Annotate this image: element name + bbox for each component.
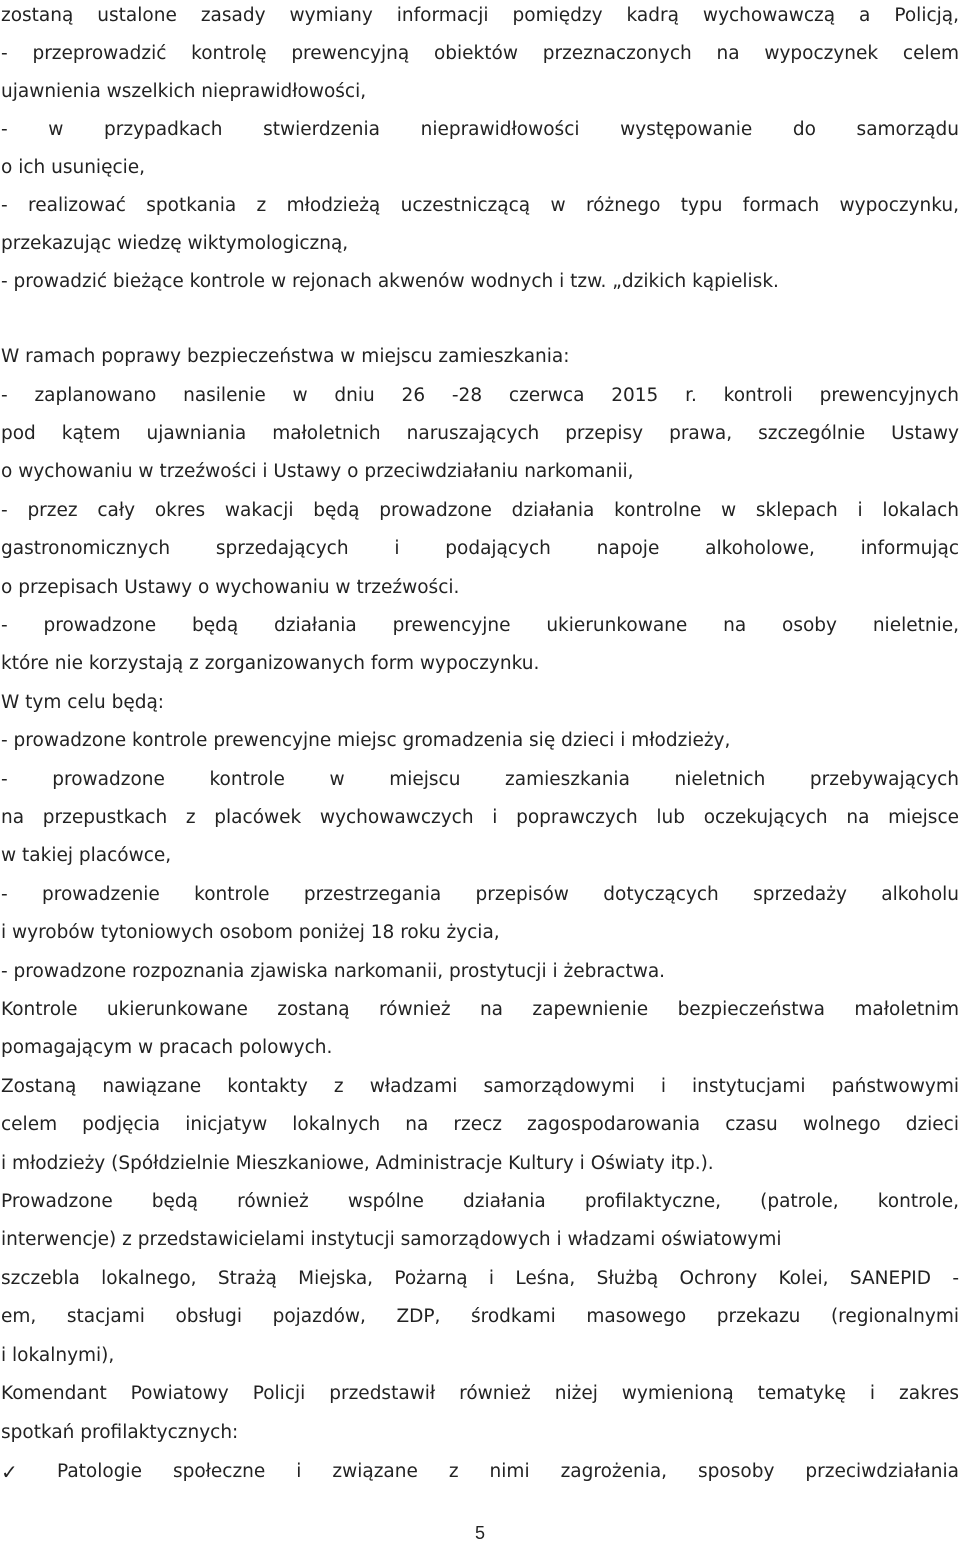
text-line: Zostaną nawiązane kontakty z władzami samorządowymi i instytucjami państwowymi: [1, 1076, 959, 1097]
text-line: Komendant Powiatowy Policji przedstawił również niżej wymienioną tematykę i zakres: [1, 1383, 959, 1404]
text-line: zostaną ustalone zasady wymiany informacji pomiędzy kadrą wychowawczą a Policją,: [1, 5, 959, 26]
text-line: o wychowaniu w trzeźwości i Ustawy o przeciwdziałaniu narkomanii,: [1, 461, 634, 482]
text-line: - zaplanowano nasilenie w dniu 26 -28 czerwca 2015 r. kontroli prewencyjnych: [1, 385, 959, 406]
text-line: i młodzieży (Spółdzielnie Mieszkaniowe, Administracje Kultury i Oświaty itp.).: [1, 1153, 714, 1174]
text-line: - przez cały okres wakacji będą prowadzone działania kontrolne w sklepach i lokalach: [1, 500, 959, 521]
text-line: - prowadzenie kontrole przestrzegania przepisów dotyczących sprzedaży alkoholu: [1, 884, 959, 905]
text-line: pod kątem ujawniania małoletnich naruszających przepisy prawa, szczególnie Ustawy: [1, 423, 959, 444]
text-line: - prowadzone kontrole prewencyjne miejsc gromadzenia się dzieci i młodzieży,: [1, 730, 731, 751]
checklist-item: [1, 1460, 959, 1484]
text-line: Prowadzone będą również wspólne działania profilaktyczne, (patrole, kontrole,: [1, 1191, 959, 1212]
text-line: W tym celu będą:: [1, 692, 165, 713]
text-line: przekazując wiedzę wiktymologiczną,: [1, 233, 349, 254]
text-line: ujawnienia wszelkich nieprawidłowości,: [1, 81, 367, 102]
text-line: i lokalnymi),: [1, 1345, 115, 1366]
checkmark-icon: ✓: [1, 1460, 18, 1484]
text-line: gastronomicznych sprzedających i podających napoje alkoholowe, informując: [1, 538, 959, 559]
text-line: - przeprowadzić kontrolę prewencyjną obiektów przeznaczonych na wypoczynek celem: [1, 43, 959, 64]
text-line: - prowadzone kontrole w miejscu zamieszkania nieletnich przebywających: [1, 769, 959, 790]
text-line: - prowadzić bieżące kontrole w rejonach akwenów wodnych i tzw. „dzikich kąpielisk.: [1, 271, 779, 292]
text-line: celem podjęcia inicjatyw lokalnych na rzecz zagospodarowania czasu wolnego dzieci: [1, 1114, 959, 1135]
text-line: o ich usunięcie,: [1, 157, 146, 178]
section-heading: W ramach poprawy bezpieczeństwa w miejscu zamieszkania:: [1, 346, 570, 367]
page-number: 5: [474, 1523, 485, 1543]
text-line: na przepustkach z placówek wychowawczych i poprawczych lub oczekujących na miejsce: [1, 807, 959, 828]
text-line: Kontrole ukierunkowane zostaną również na zapewnienie bezpieczeństwa małoletnim: [1, 999, 959, 1020]
text-line: em, stacjami obsługi pojazdów, ZDP, środkami masowego przekazu (regionalnymi: [1, 1306, 959, 1327]
text-line: które nie korzystają z zorganizowanych form wypoczynku.: [1, 653, 540, 674]
text-line: - w przypadkach stwierdzenia nieprawidłowości występowanie do samorządu: [1, 119, 959, 140]
text-line: pomagającym w pracach polowych.: [1, 1037, 333, 1058]
text-line: szczebla lokalnego, Strażą Miejska, Pożarną i Leśna, Służbą Ochrony Kolei, SANEPID -: [1, 1268, 959, 1289]
text-line: - prowadzone będą działania prewencyjne ukierunkowane na osoby nieletnie,: [1, 615, 959, 636]
text-line: spotkań profilaktycznych:: [1, 1422, 239, 1443]
text-line: - prowadzone rozpoznania zjawiska narkomanii, prostytucji i żebractwa.: [1, 961, 666, 982]
text-line: interwencje) z przedstawicielami instytucji samorządowych i władzami oświatowymi: [1, 1229, 782, 1250]
text-line: - realizować spotkania z młodzieżą uczestniczącą w różnego typu formach wypoczynku,: [1, 195, 959, 216]
text-line: w takiej placówce,: [1, 845, 172, 866]
checklist-item-text: Patologie społeczne i związane z nimi zagrożenia, sposoby przeciwdziałania: [57, 1461, 959, 1482]
text-line: o przepisach Ustawy o wychowaniu w trzeźwości.: [1, 577, 460, 598]
text-line: i wyrobów tytoniowych osobom poniżej 18 roku życia,: [1, 922, 500, 943]
